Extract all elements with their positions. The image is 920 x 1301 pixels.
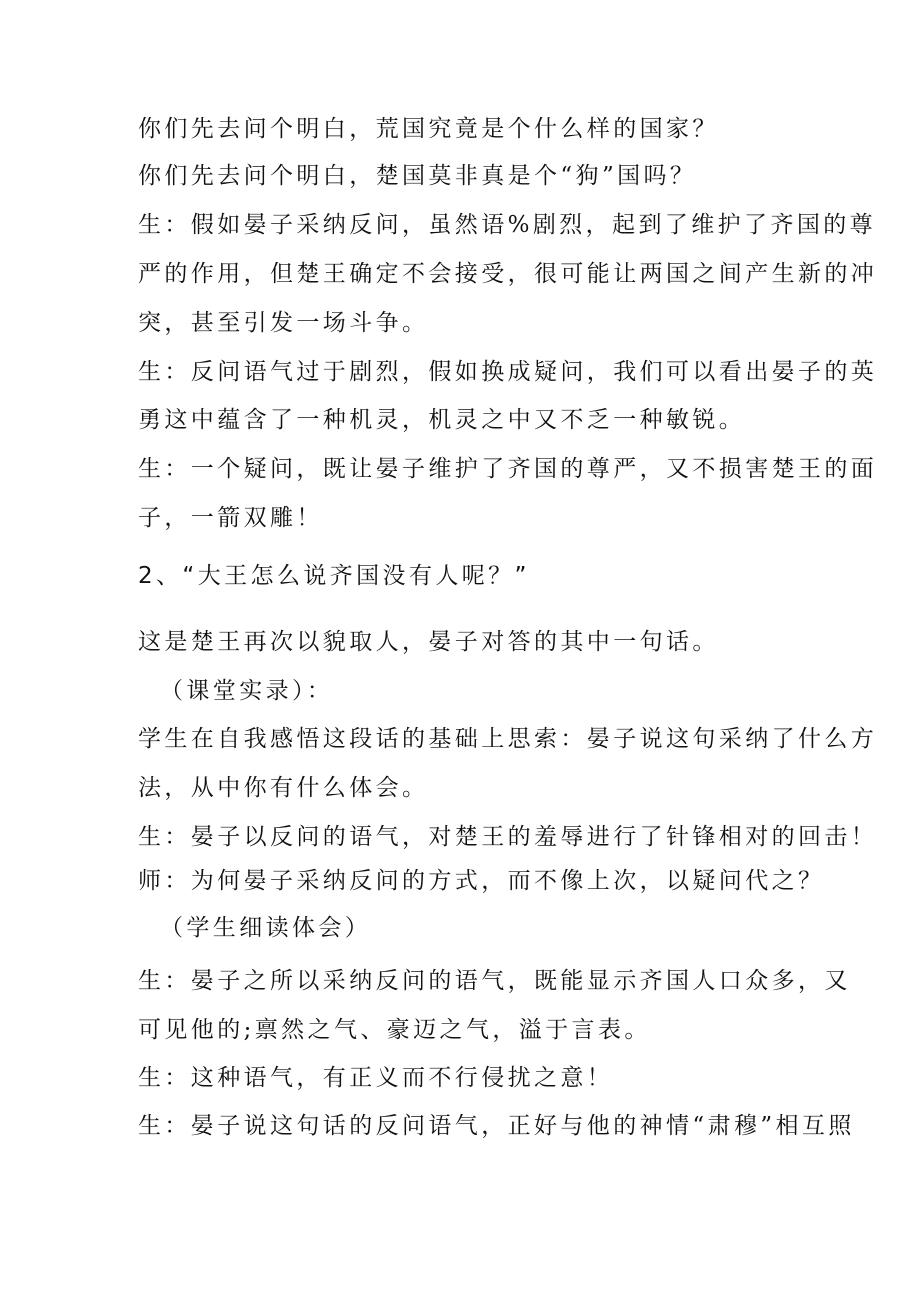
text-line: （学生细读体会） bbox=[160, 915, 372, 941]
text-line: 生：这种语气，有正义而不行侵扰之意！ bbox=[138, 1065, 614, 1091]
text-line: 法，从中你有什么体会。 bbox=[138, 775, 429, 801]
text-line: 师：为何晏子采纳反问的方式，而不像上次，以疑问代之？ bbox=[138, 868, 825, 894]
text-line: 这是楚王再次以貌取人，晏子对答的其中一句话。 bbox=[138, 629, 719, 655]
section-heading: 2、“大王怎么说齐国没有人呢？” bbox=[138, 563, 530, 589]
text-line: 你们先去问个明白，楚国莫非真是个“狗”国吗？ bbox=[138, 163, 697, 189]
text-line: 可见他的;禀然之气、豪迈之气，溢于言表。 bbox=[138, 1017, 651, 1043]
text-line: 你们先去问个明白，荒国究竟是个什么样的国家？ bbox=[138, 116, 719, 142]
text-line: 子，一箭双雕！ bbox=[138, 505, 323, 531]
text-line: 学生在自我感悟这段话的基础上思索：晏子说这句采纳了什么方 bbox=[138, 726, 878, 752]
text-line: 严的作用，但楚王确定不会接受，很可能让两国之间产生新的冲 bbox=[138, 261, 878, 287]
text-line: 生：假如晏子采纳反问，虽然语%剧烈，起到了维护了齐国的尊 bbox=[138, 212, 877, 238]
text-line: 生：晏子说这句话的反问语气，正好与他的神情“肃穆”相互照 bbox=[138, 1113, 855, 1139]
text-line: 生：晏子之所以采纳反问的语气，既能显示齐国人口众多，又 bbox=[138, 968, 851, 994]
text-line: 生：一个疑问，既让晏子维护了齐国的尊严，又不损害楚王的面 bbox=[138, 456, 878, 482]
text-line: 生：晏子以反问的语气，对楚王的羞辱进行了针锋相对的回击！ bbox=[138, 824, 878, 850]
text-line: 勇这中蕴含了一种机灵，机灵之中又不乏一种敏锐。 bbox=[138, 407, 746, 433]
text-line: （课堂实录）： bbox=[160, 678, 334, 704]
text-line: 突，甚至引发一场斗争。 bbox=[138, 310, 429, 336]
text-line: 生：反问语气过于剧烈，假如换成疑问，我们可以看出晏子的英 bbox=[138, 359, 878, 385]
